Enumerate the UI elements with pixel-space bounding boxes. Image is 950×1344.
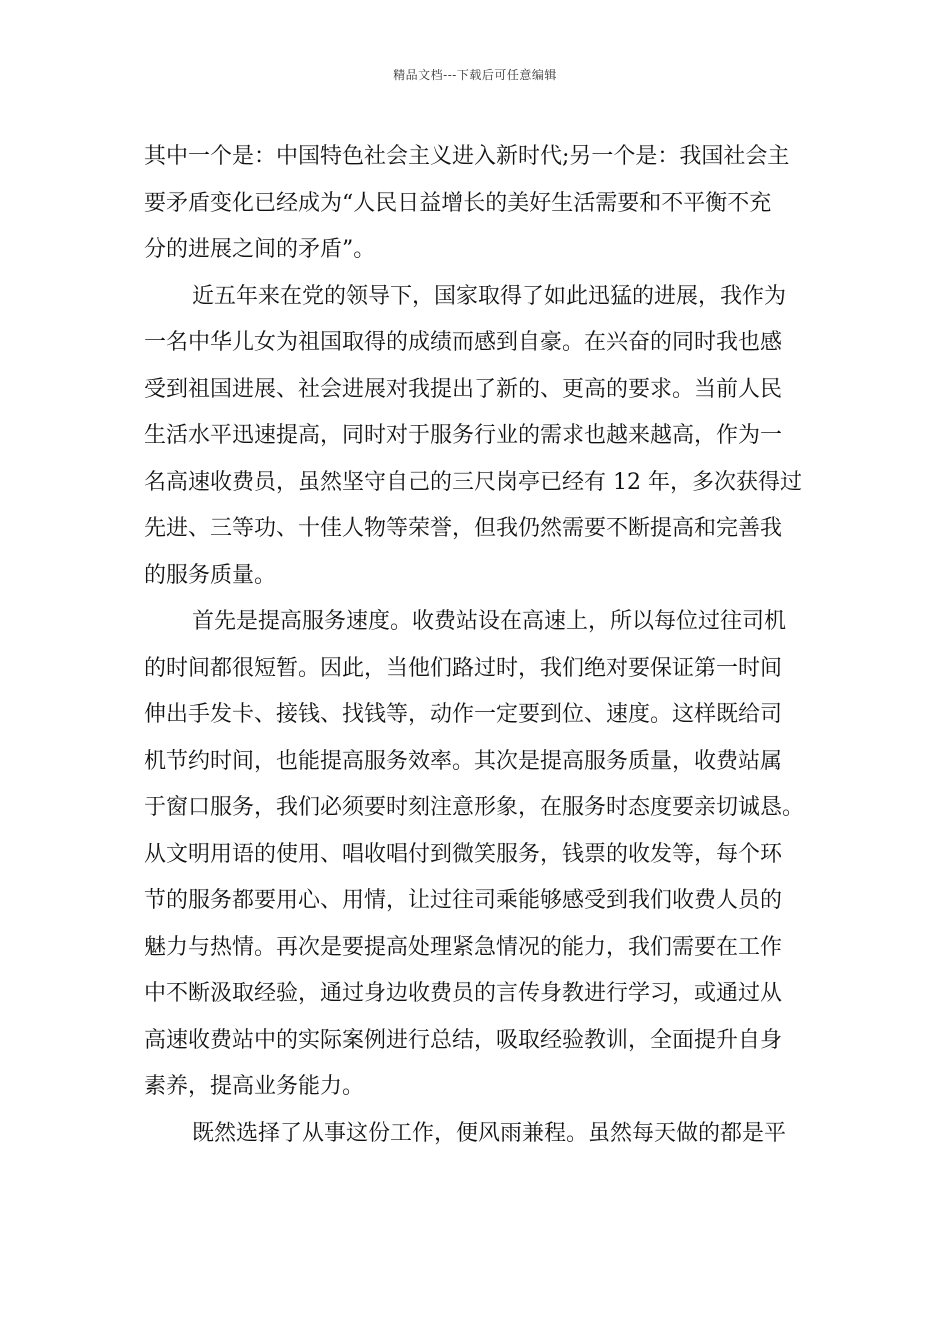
page-header: 精品文档---下载后可任意编辑	[393, 68, 557, 82]
paragraph-first-line: 既然选择了从事这份工作，便风雨兼程。虽然每天做的都是平	[192, 1120, 787, 1146]
text-line: 受到祖国进展、社会进展对我提出了新的、更高的要求。当前人民	[144, 376, 783, 402]
text-line: 其中一个是：中国特色社会主义进入新时代;另一个是：我国社会主	[144, 144, 790, 169]
text-line: 先进、三等功、十佳人物等荣誉，但我仍然需要不断提高和完善我	[144, 516, 783, 541]
text-line: 生活水平迅速提高，同时对于服务行业的需求也越来越高，作为一	[144, 423, 783, 448]
text-line: 的服务质量。	[144, 562, 277, 588]
text-line: 机节约时间，也能提高服务效率。其次是提高服务质量，收费站属	[144, 748, 783, 774]
text-line: 魅力与热情。再次是要提高处理紧急情况的能力，我们需要在工作	[144, 934, 783, 960]
text-line: 节的服务都要用心、用情，让过往司乘能够感受到我们收费人员的	[144, 888, 783, 913]
text-line: 从文明用语的使用、唱收唱付到微笑服务，钱票的收发等，每个环	[144, 841, 783, 867]
text-line: 于窗口服务，我们必须要时刻注意形象，在服务时态度要亲切诚恳。	[144, 795, 805, 820]
document-body	[144, 134, 809, 1157]
text-line: 伸出手发卡、接钱、找钱等，动作一定要到位、速度。这样既给司	[144, 702, 783, 727]
text-line: 素养，提高业务能力。	[144, 1074, 365, 1099]
paragraph-first-line: 首先是提高服务速度。收费站设在高速上，所以每位过往司机	[192, 609, 787, 634]
paragraph-first-line: 近五年来在党的领导下，国家取得了如此迅猛的进展，我作为	[192, 283, 787, 309]
text-line: 名高速收费员，虽然坚守自己的三尺岗亭已经有 12 年，多次获得过	[144, 469, 802, 495]
text-line: 的时间都很短暂。因此，当他们路过时，我们绝对要保证第一时间	[144, 655, 783, 681]
text-line: 一名中华儿女为祖国取得的成绩而感到自豪。在兴奋的同时我也感	[144, 330, 783, 355]
text-line: 高速收费站中的实际案例进行总结，吸取经验教训，全面提升自身	[144, 1027, 783, 1053]
text-line: 分的进展之间的矛盾”。	[144, 237, 376, 262]
text-line: 中不断汲取经验，通过身边收费员的言传身教进行学习，或通过从	[144, 981, 783, 1006]
text-line: 要矛盾变化已经成为“人民日益增长的美好生活需要和不平衡不充	[144, 190, 772, 216]
